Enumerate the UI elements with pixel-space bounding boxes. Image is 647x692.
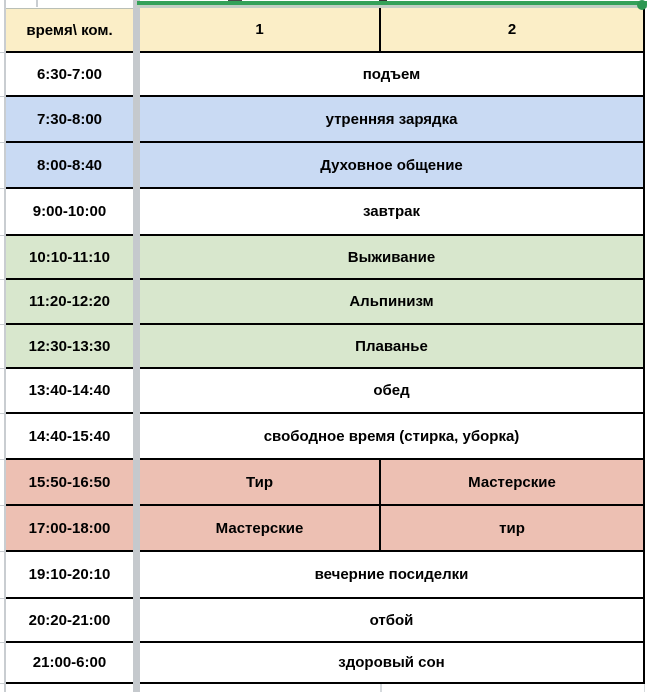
time-cell[interactable]: 21:00-6:00 (6, 643, 133, 684)
activity-cell-merged[interactable]: подъем (362, 65, 421, 83)
activity-cell-2[interactable]: Мастерские (468, 473, 556, 491)
header-activity-area (140, 8, 645, 53)
column-divider-stripe (133, 0, 140, 692)
activity-cell-merged[interactable]: Плаванье (355, 337, 428, 355)
header-cell-time[interactable]: время\ ком. (6, 8, 133, 53)
table-row (0, 53, 647, 97)
table-row (0, 460, 647, 506)
activity-cell-1[interactable]: Мастерские (140, 506, 381, 550)
selection-handle-icon[interactable] (637, 0, 647, 10)
time-cell[interactable]: 17:00-18:00 (6, 506, 133, 552)
table-row (0, 506, 647, 552)
table-row (0, 643, 647, 684)
table-row (0, 599, 647, 643)
gridline-remnant (36, 0, 38, 7)
time-cell[interactable]: 6:30-7:00 (6, 53, 133, 97)
schedule-table (0, 8, 647, 684)
activity-cell-1[interactable]: Тир (140, 460, 381, 504)
table-row (0, 280, 647, 325)
time-cell[interactable]: 12:30-13:30 (6, 325, 133, 369)
left-gridline (4, 0, 6, 692)
activity-cell-merged[interactable]: здоровый сон (338, 654, 445, 671)
table-row (0, 325, 647, 369)
activity-cell-merged[interactable]: обед (373, 382, 410, 399)
time-cell[interactable]: 14:40-15:40 (6, 414, 133, 460)
time-cell[interactable]: 19:10-20:10 (6, 552, 133, 599)
time-cell[interactable]: 7:30-8:00 (6, 97, 133, 143)
activity-cell-merged[interactable]: отбой (369, 611, 414, 629)
header-cell-1[interactable]: 1 (140, 8, 381, 51)
gridline-below-table (380, 684, 382, 692)
table-row (0, 552, 647, 599)
activity-split (140, 460, 643, 504)
time-cell[interactable]: 8:00-8:40 (6, 143, 133, 189)
time-cell[interactable]: 11:20-12:20 (6, 280, 133, 325)
selection-border (137, 1, 647, 5)
time-cell[interactable]: 10:10-11:10 (6, 236, 133, 280)
table-row (0, 143, 647, 189)
table-row (0, 189, 647, 236)
activity-cell-merged[interactable]: утренняя зарядка (325, 110, 458, 128)
activity-split (140, 506, 643, 550)
time-cell[interactable]: 13:40-14:40 (6, 369, 133, 414)
table-row (0, 236, 647, 280)
activity-cell-merged[interactable]: Духовное общение (320, 156, 463, 174)
selection-underlay (137, 5, 647, 8)
header-row (0, 8, 647, 53)
time-cell[interactable]: 9:00-10:00 (6, 189, 133, 236)
activity-cell-merged[interactable]: свободное время (стирка, уборка) (263, 427, 520, 445)
activity-cell-merged[interactable]: Выживание (347, 248, 436, 266)
activity-cell-merged[interactable]: завтрак (363, 203, 420, 220)
activity-cell-merged[interactable]: вечерние посиделки (314, 566, 469, 583)
time-cell[interactable]: 15:50-16:50 (6, 460, 133, 506)
activity-cell-merged[interactable]: Альпинизм (349, 293, 434, 310)
activity-cell-2[interactable]: тир (499, 519, 525, 537)
header-cell-2[interactable]: 2 (507, 21, 517, 38)
table-row (0, 414, 647, 460)
table-row (0, 97, 647, 143)
time-cell[interactable]: 20:20-21:00 (6, 599, 133, 643)
table-row (0, 369, 647, 414)
gridline-below-table (644, 684, 645, 692)
